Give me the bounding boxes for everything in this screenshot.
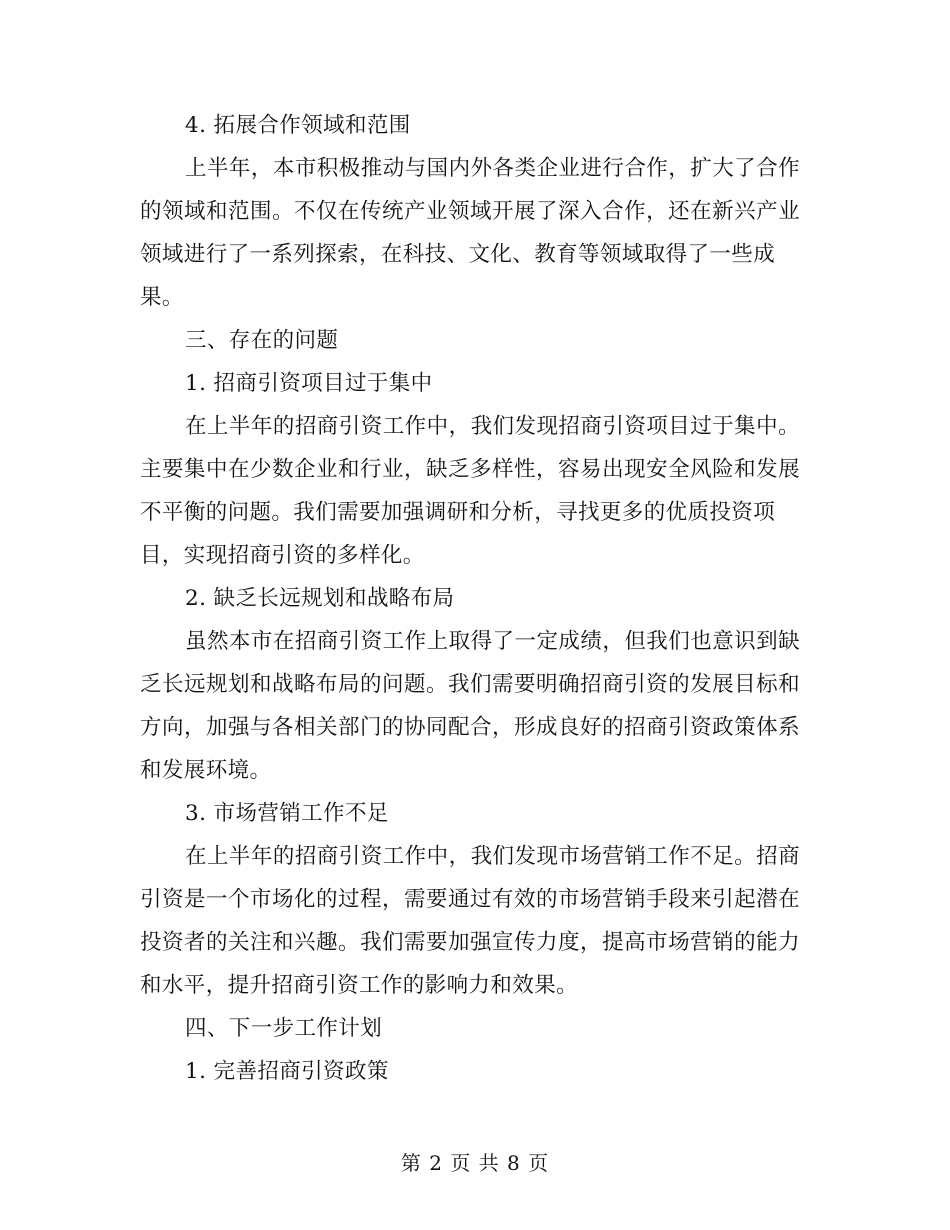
text-line: 目，实现招商引资的多样化。 <box>140 543 425 568</box>
document-body <box>140 104 800 1093</box>
text-line: 投资者的关注和兴趣。我们需要加强宣传力度，提高市场营销的能力 <box>140 930 800 955</box>
text-line: 乏长远规划和战略布局的问题。我们需要明确招商引资的发展目标和 <box>140 672 800 697</box>
text-line: 2. 缺乏长远规划和战略布局 <box>185 586 455 611</box>
page-footer: 第 2 页 共 8 页 <box>400 1151 550 1175</box>
text-line: 和发展环境。 <box>140 758 272 783</box>
text-line: 的领域和范围。不仅在传统产业领域开展了深入合作，还在新兴产业 <box>140 199 800 224</box>
text-line: 虽然本市在招商引资工作上取得了一定成绩，但我们也意识到缺 <box>185 629 800 654</box>
text-line: 在上半年的招商引资工作中，我们发现市场营销工作不足。招商 <box>185 844 800 869</box>
text-line: 1. 招商引资项目过于集中 <box>185 371 433 396</box>
text-line: 三、存在的问题 <box>185 328 339 353</box>
text-line: 不平衡的问题。我们需要加强调研和分析，寻找更多的优质投资项 <box>140 500 776 525</box>
text-line: 和水平，提升招商引资工作的影响力和效果。 <box>140 973 579 998</box>
text-line: 4. 拓展合作领域和范围 <box>185 113 411 138</box>
text-line: 主要集中在少数企业和行业，缺乏多样性，容易出现安全风险和发展 <box>140 457 800 482</box>
text-line: 在上半年的招商引资工作中，我们发现招商引资项目过于集中。 <box>185 414 800 439</box>
text-line: 果。 <box>140 285 184 310</box>
text-line: 四、下一步工作计划 <box>185 1016 383 1041</box>
text-line: 引资是一个市场化的过程，需要通过有效的市场营销手段来引起潜在 <box>140 887 800 912</box>
text-line: 方向，加强与各相关部门的协同配合，形成良好的招商引资政策体系 <box>140 715 800 740</box>
text-line: 3. 市场营销工作不足 <box>185 801 389 826</box>
text-line: 上半年，本市积极推动与国内外各类企业进行合作，扩大了合作 <box>185 156 800 181</box>
text-line: 领域进行了一系列探索，在科技、文化、教育等领域取得了一些成 <box>140 242 776 267</box>
text-line: 1. 完善招商引资政策 <box>185 1059 389 1084</box>
